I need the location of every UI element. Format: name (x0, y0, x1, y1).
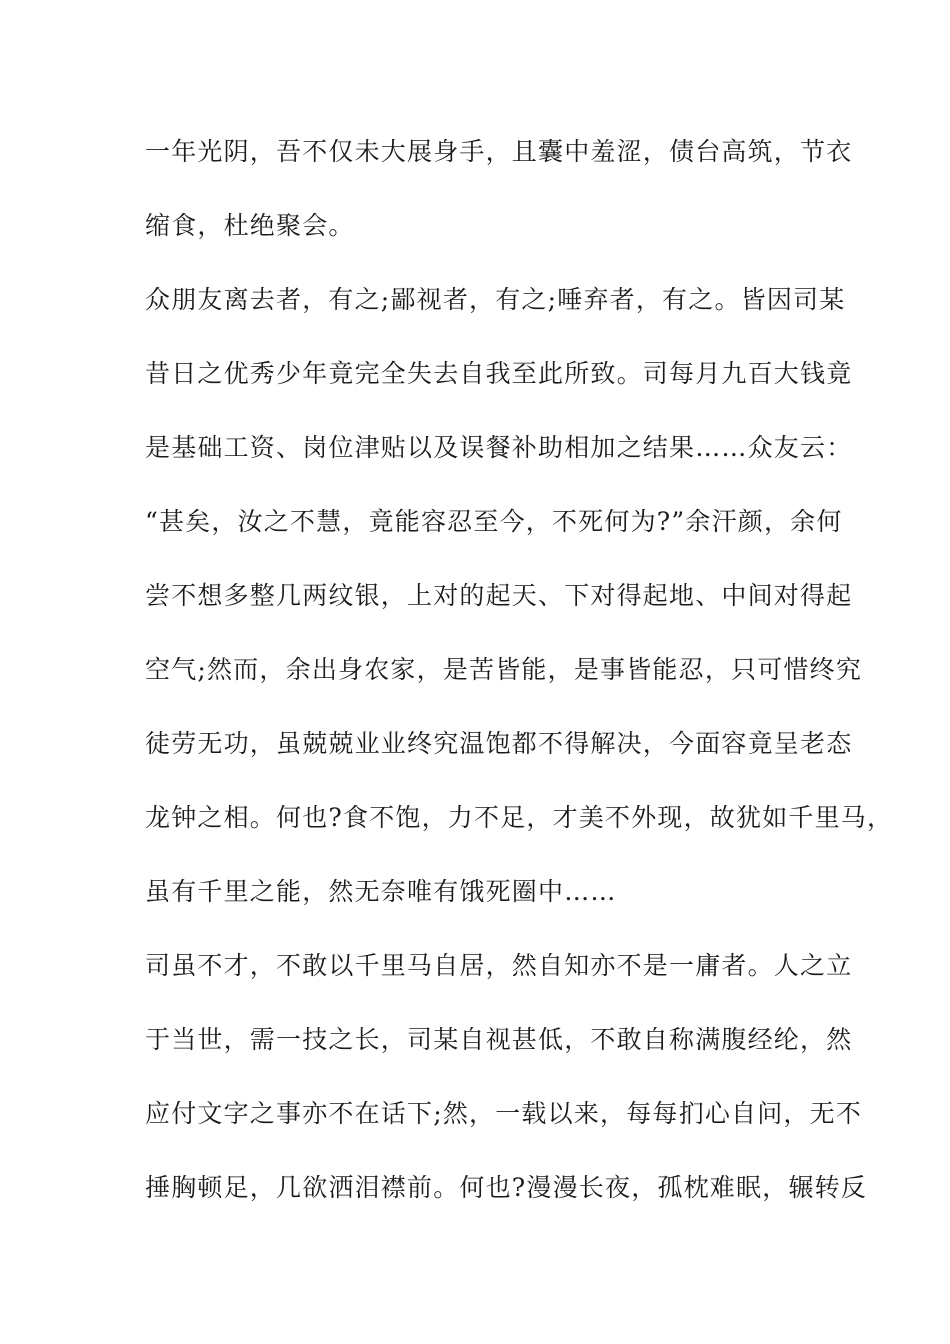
text-line: 应付文字之事亦不在话下;然，一载以来，每每扪心自问，无不 (145, 1099, 863, 1128)
text-line: 于当世，需一技之长，司某自视甚低，不敢自称满腹经纶，然 (145, 1025, 853, 1054)
text-line: 虽有千里之能，然无奈唯有饿死圈中…… (145, 877, 617, 906)
text-line: 昔日之优秀少年竟完全失去自我至此所致。司每月九百大钱竟 (145, 359, 853, 388)
text-line: 尝不想多整几两纹银，上对的起天、下对得起地、中间对得起 (145, 581, 853, 610)
text-line: 徒劳无功，虽兢兢业业终究温饱都不得解决，今面容竟呈老态 (145, 729, 853, 758)
text-line: 捶胸顿足，几欲洒泪襟前。何也?漫漫长夜，孤枕难眠，辗转反 (145, 1173, 868, 1202)
text-line: 龙钟之相。何也?食不饱，力不足，才美不外现，故犹如千里马， (145, 803, 894, 832)
text-line: 缩食，杜绝聚会。 (145, 211, 355, 240)
text-line: 空气;然而，余出身农家，是苦皆能，是事皆能忍，只可惜终究 (145, 655, 863, 684)
text-line: “甚矣，汝之不慧，竟能容忍至今，不死何为?”余汗颜，余何 (145, 507, 843, 536)
text-line: 一年光阴，吾不仅未大展身手，且囊中羞涩，债台高筑，节衣 (145, 137, 853, 166)
text-line: 是基础工资、岗位津贴以及误餐补助相加之结果……众友云： (145, 433, 853, 462)
text-line: 司虽不才，不敢以千里马自居，然自知亦不是一庸者。人之立 (145, 951, 853, 980)
text-line: 众朋友离去者，有之;鄙视者，有之;唾弃者，有之。皆因司某 (145, 285, 846, 314)
